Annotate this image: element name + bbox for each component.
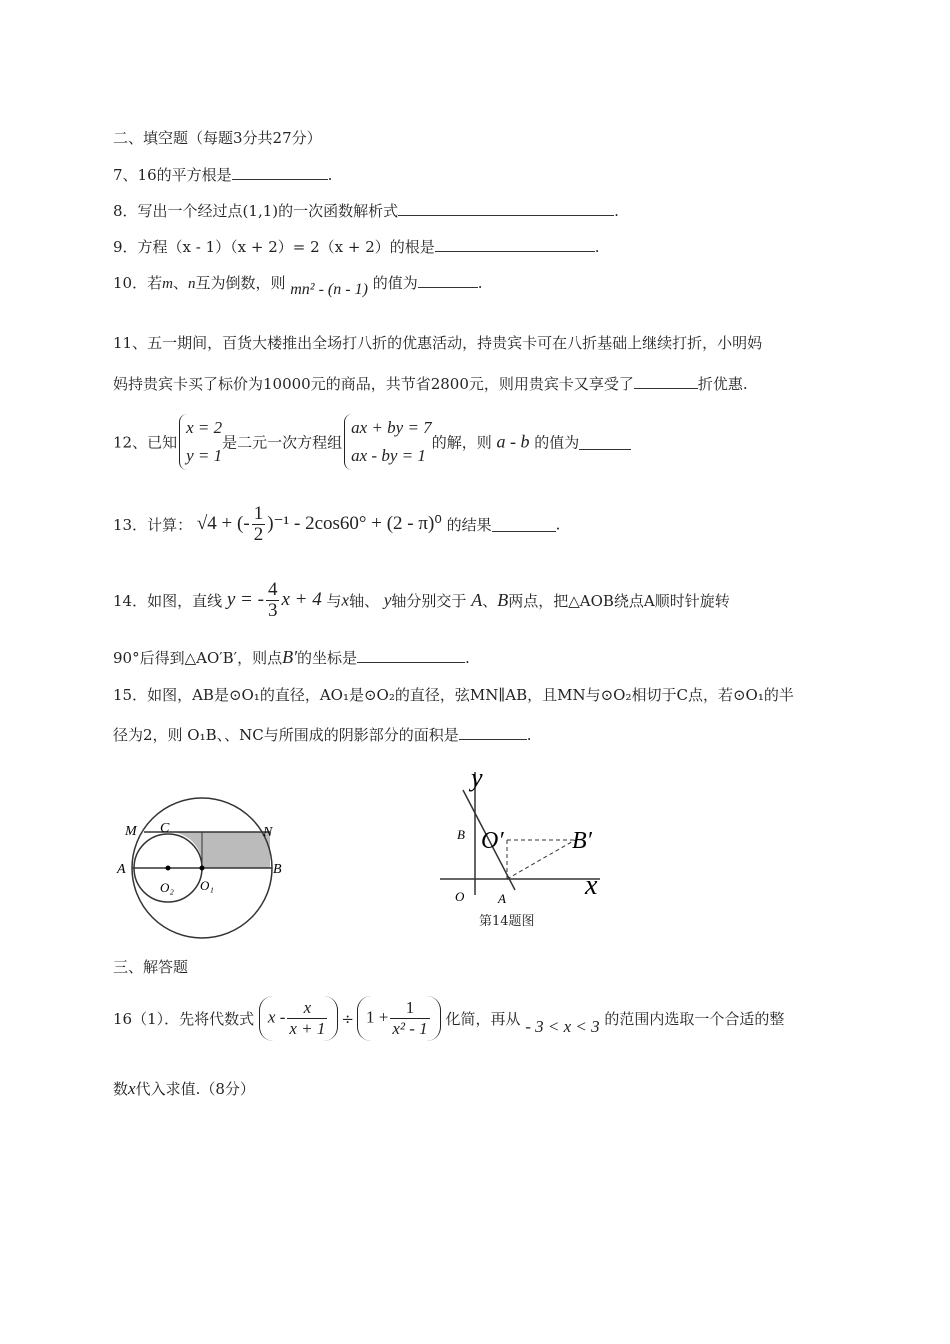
question-16-line-2: 数x代入求值.（8分） xyxy=(113,1079,255,1098)
question-14-line-1: 14．如图，直线 y = - $\frac{4}{3}$ x + 4 与x轴、 y轴分别交于 A、B两点，把△AOB绕点A顺时针旋转 xyxy=(113,579,730,621)
math-expression: a - b xyxy=(496,431,530,452)
answer-blank xyxy=(579,435,631,450)
answer-blank xyxy=(398,201,614,216)
label-o2: O₂ xyxy=(160,880,174,895)
label-b-prime: B′ xyxy=(572,828,592,854)
figure-14-caption: 第14题图 xyxy=(479,914,535,929)
question-13: 13．计算： √4 + (- $\frac{1}{2}$ )⁻¹ - 2cos60° + (2 - π)⁰ 的结果 . xyxy=(113,503,561,545)
given-solution-system: x = 2 y = 1 xyxy=(179,414,222,470)
answer-blank xyxy=(492,517,556,532)
answer-blank xyxy=(634,374,698,389)
answer-blank xyxy=(459,725,527,740)
label-a: A xyxy=(498,891,506,906)
label-b: B xyxy=(273,862,282,877)
line-equation: y = - $\frac{4}{3}$ x + 4 xyxy=(226,579,322,621)
label-b: B xyxy=(457,827,465,842)
label-o-prime: O′ xyxy=(481,828,504,854)
answer-blank xyxy=(232,165,328,180)
question-15-line-2: 径为2，则 O₁B、、NC与所围成的阴影部分的面积是 . xyxy=(113,726,532,744)
section-3-title: 三、解答题 xyxy=(113,958,189,976)
label-c: C xyxy=(160,821,170,836)
figure-14-coordinate-plane xyxy=(435,760,625,910)
question-12: 12、已知 x = 2 y = 1 是二元一次方程组 ax + by = 7 ax - by = 1 的解，则 a - b 的值为 xyxy=(113,414,631,470)
answer-blank xyxy=(357,648,465,663)
label-x: x xyxy=(585,870,598,901)
question-9: 9．方程（x - 1）（x + 2）= 2（x + 2）的根是 . xyxy=(113,238,600,256)
answer-blank xyxy=(435,237,595,252)
label-a: A xyxy=(117,862,126,877)
question-16-line-1: 16（1）．先将代数式 x - $\frac{x}{x + 1}$ ÷ 1 + $\frac{1}{\text{x² - 1}}$ 化简，再从 - 3 < x < 3 的范围内选取一个合适的整 xyxy=(113,996,784,1041)
figure-15-circles xyxy=(110,790,300,950)
question-11-line-1: 11、五一期间，百货大楼推出全场打八折的优惠活动，持贵宾卡可在八折基础上继续打折，小明妈 xyxy=(113,334,763,352)
range-expression: - 3 < x < 3 xyxy=(525,1016,600,1036)
label-o: O xyxy=(455,889,465,904)
label-n: N xyxy=(263,825,273,840)
expression-group-1: x - $\frac{x}{x + 1}$ xyxy=(259,996,339,1041)
section-2-title: 二、填空题（每题3分共27分） xyxy=(113,129,322,147)
point-o2 xyxy=(166,866,171,871)
point-o1 xyxy=(200,866,205,871)
label-y: y xyxy=(471,763,483,792)
question-10: 10．若m、n互为倒数，则 mn² - (n - 1) 的值为 . xyxy=(113,274,483,298)
math-expression: √4 + (- $\frac{1}{2}$ )⁻¹ - 2cos60° + (2 - π)⁰ xyxy=(196,503,442,545)
question-11-line-2: 妈持贵宾卡买了标价为10000元的商品，共节省2800元，则用贵宾卡又享受了 折优惠. xyxy=(113,375,748,393)
question-7: 7、16的平方根是 . xyxy=(113,166,333,184)
question-15-line-1: 15．如图，AB是⊙O₁的直径，AO₁是⊙O₂的直径，弦MN∥AB，且MN与⊙O₂相切于C点，若⊙O₁的半 xyxy=(113,686,794,704)
math-expression: mn² - (n - 1) xyxy=(290,281,368,298)
question-14-line-2: 90°后得到△AO′B′，则点B′的坐标是 . xyxy=(113,647,470,667)
equation-system: ax + by = 7 ax - by = 1 xyxy=(344,414,432,470)
answer-blank xyxy=(418,273,478,288)
dashed-a-b xyxy=(507,840,575,879)
expression-group-2: 1 + $\frac{1}{\text{x² - 1}}$ xyxy=(357,996,441,1041)
label-o1: O₁ xyxy=(200,878,214,893)
label-m: M xyxy=(125,824,137,839)
question-8: 8．写出一个经过点(1,1)的一次函数解析式 . xyxy=(113,202,619,220)
